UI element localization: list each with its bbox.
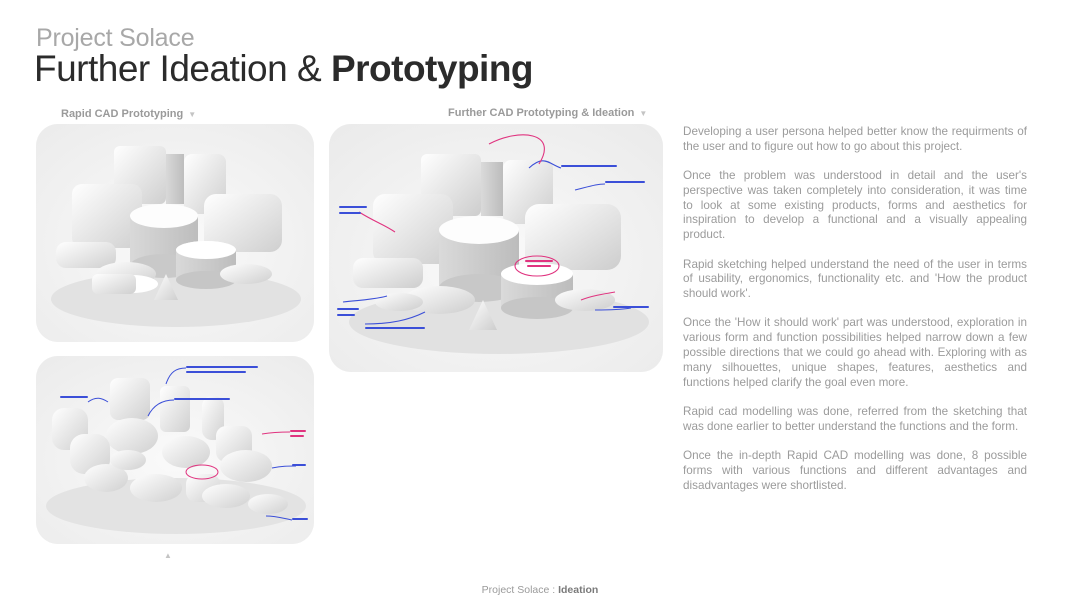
triangle-up-icon: ▲ [164,551,172,560]
caption-rapid-cad [61,108,196,120]
paragraph: Developing a user persona helped better know the requirments of the user and to figure out how to go about this project. [683,125,1027,153]
caption-rapid-cad-text: Rapid CAD Prototyping [61,108,184,120]
paragraph: Once the in-depth Rapid CAD modelling was done, 8 possible forms with various functions and different advantages and disadvantages were shortlisted. [683,449,1027,492]
rapid-cad-render [36,124,314,342]
cad-forms-render [36,356,314,544]
paragraph: Once the problem was understood in detail and the user's perspective was taken completely into consideration, it was time to look at some existing products, forms and aesthetics for inspiration to develop a functional and a visually appealing product. [683,169,1027,242]
triangle-down-icon: ▼ [188,110,197,119]
page-title [34,50,533,89]
further-cad-render [329,124,663,372]
rapid-cad-render-image [36,124,314,342]
title-bold: Prototyping [330,48,534,89]
cad-forms-render-image [36,356,314,544]
footer-prefix: Project Solace : [481,584,559,596]
paragraph: Rapid cad modelling was done, referred from the sketching that was done earlier to better understand the functions and the form. [683,404,1027,433]
title-regular: Further Ideation & [34,48,331,89]
caption-further-cad-text: Further CAD Prototyping & Ideation [448,107,635,119]
further-cad-render-image [329,124,663,372]
caption-further-cad [448,107,647,119]
paragraph: Rapid sketching helped understand the need of the user in terms of usability, ergonomics, functionality etc. and 'How the product should work'. [683,257,1027,301]
footer [0,584,1080,596]
footer-section: Ideation [558,584,599,596]
body-text [683,125,1027,508]
super-title: Project Solace [36,24,195,52]
paragraph: Once the 'How it should work' part was understood, exploration in various form and function possibilities helped narrow down a few possible directions that we could go ahead with. Exploring with as many silhouettes, unique shapes, features, aesthetics and functions helped clarify the goal even more. [683,316,1027,389]
triangle-down-icon: ▼ [639,109,648,118]
